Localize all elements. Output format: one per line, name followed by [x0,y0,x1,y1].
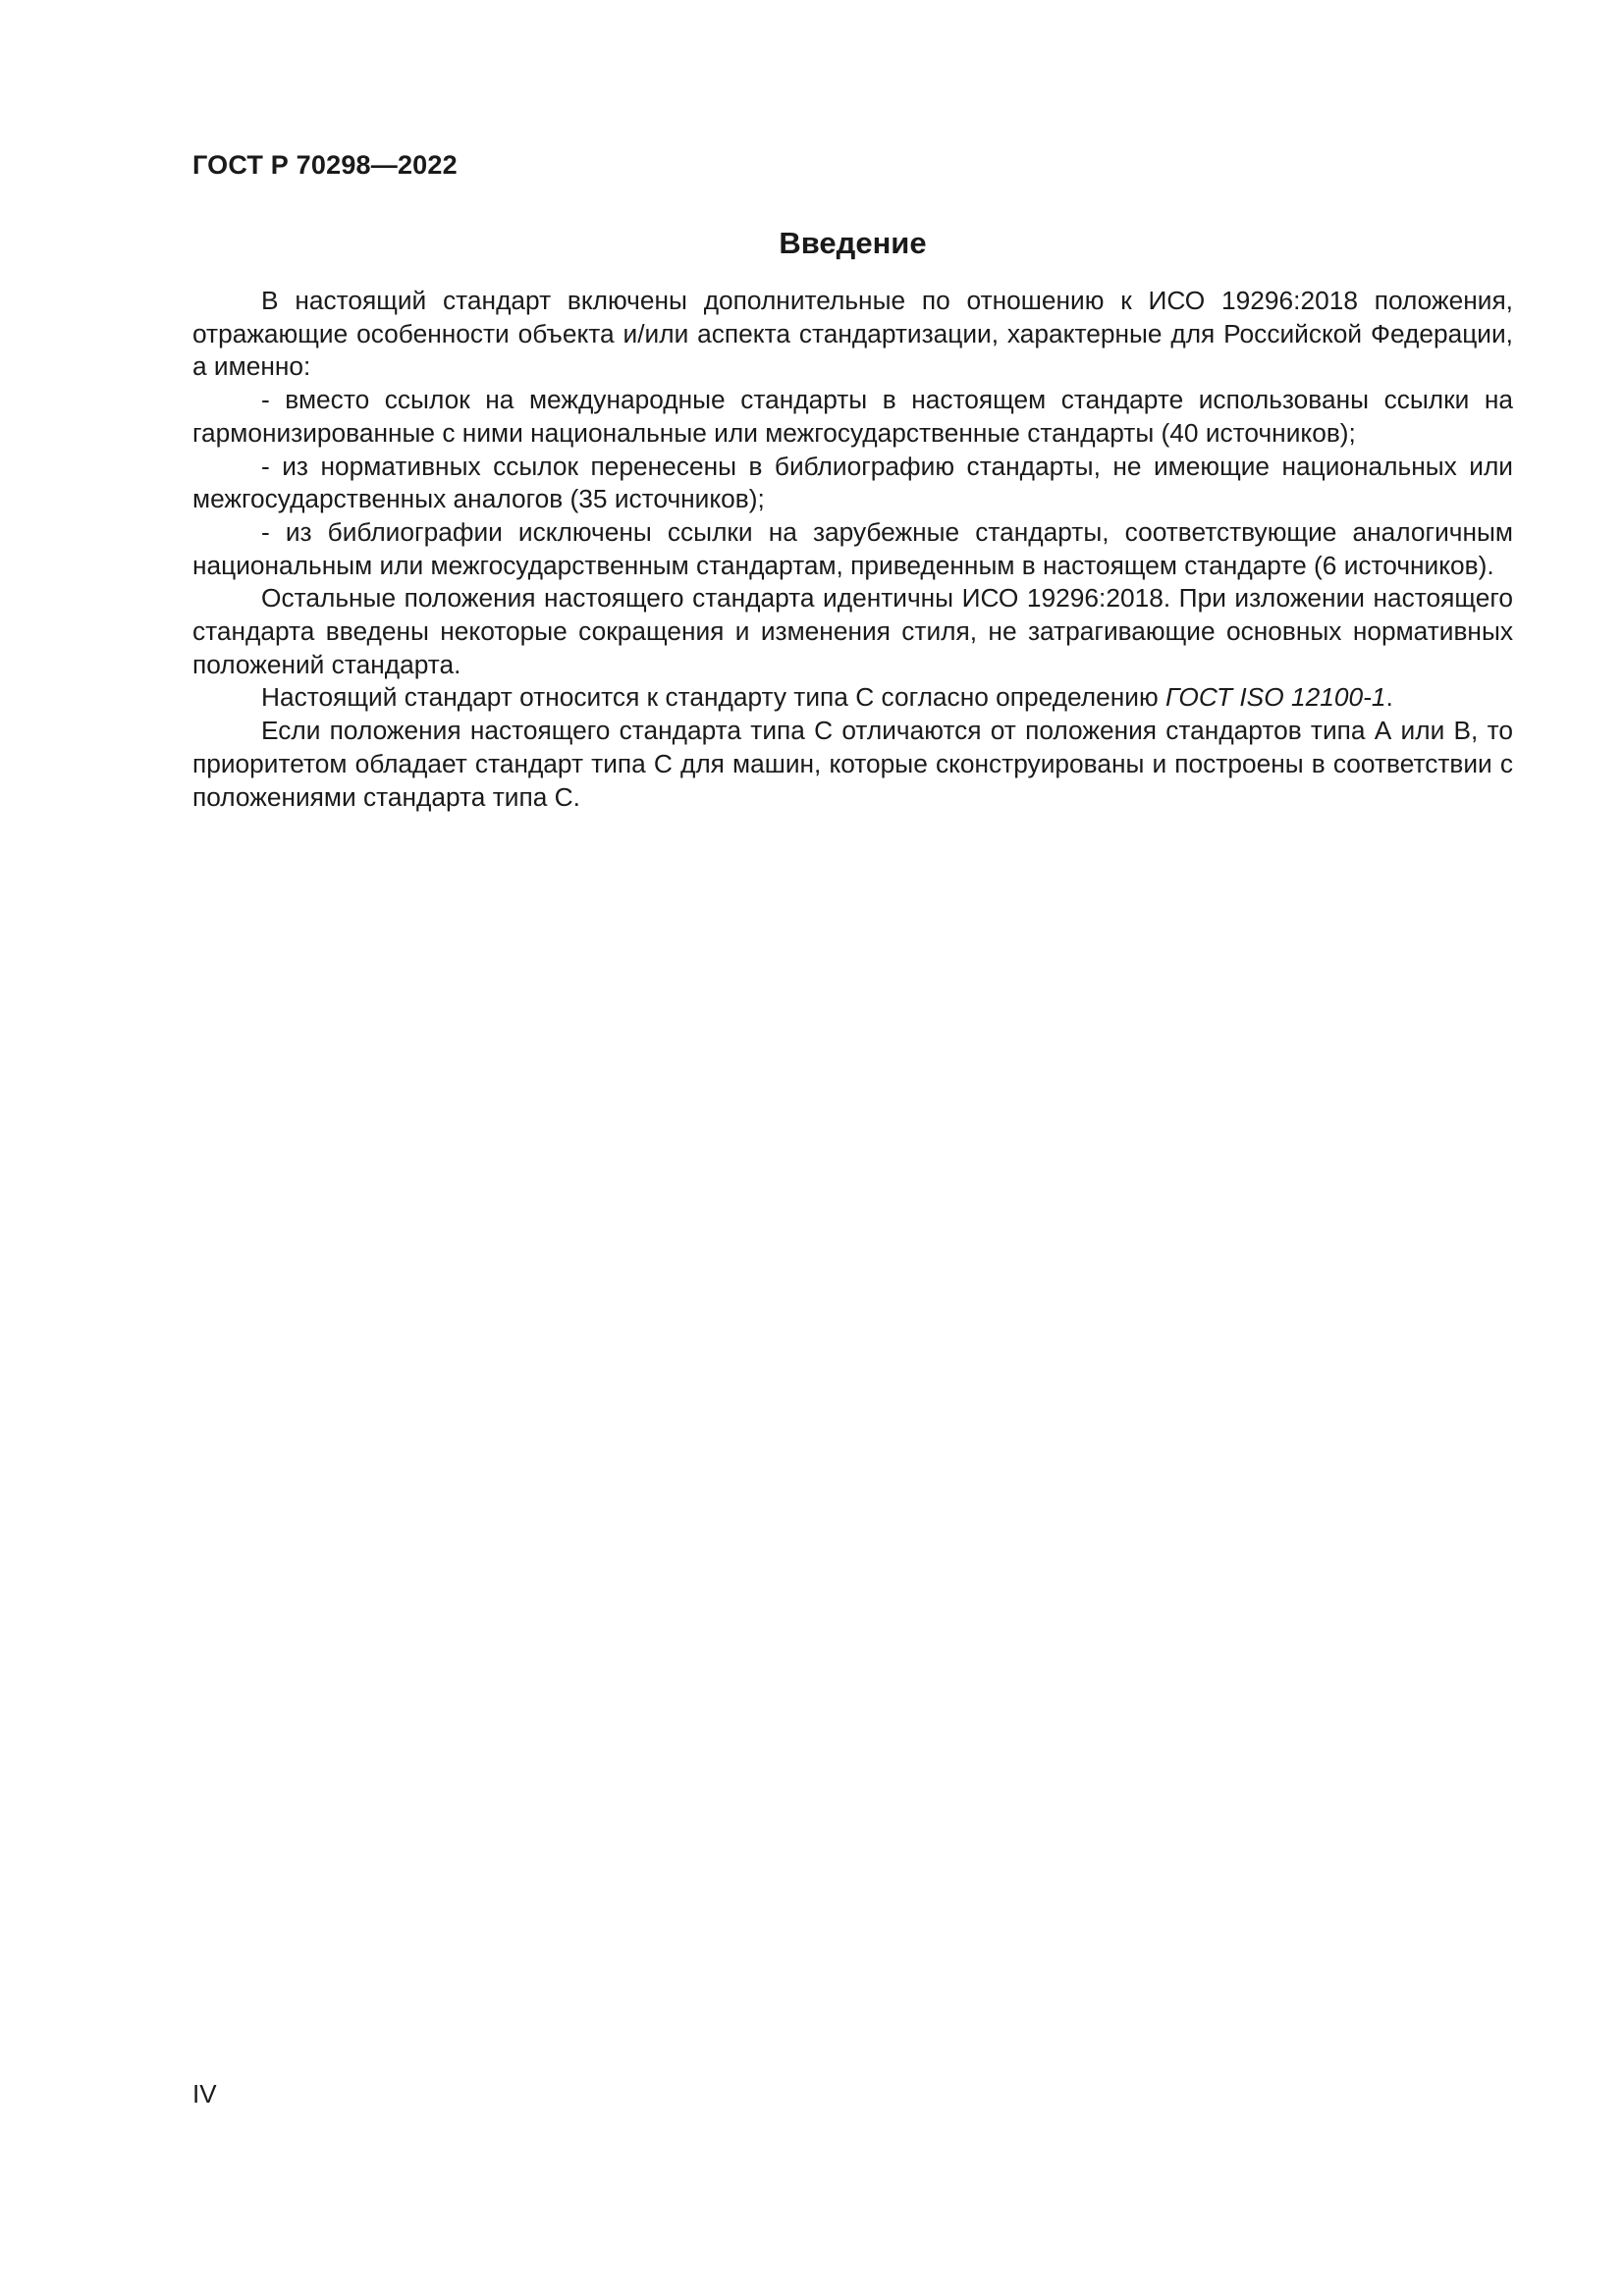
list-item: - вместо ссылок на международные стандарты в настоящем стандарте использованы ссылки на гармонизированные с ними национальные или межгосударственные стандарты (40 источников); [192,385,1513,448]
list-item: - из библиографии исключены ссылки на зарубежные стандарты, соответствующие аналогичным национальным или межгосударственным стандартам, приведенным в настоящем стандарте (6 источников). [192,516,1513,580]
page-number: IV [192,2079,217,2109]
document-code-header: ГОСТ Р 70298—2022 [192,150,458,180]
paragraph-type-c-text: Настоящий стандарт относится к стандарту типа С согласно определению [261,682,1165,713]
paragraph-intro: В настоящий стандарт включены дополнительные по отношению к ИСО 19296:2018 положения, отражающие особенности объекта и/или аспекта стандартизации, характерные для Российской Федерации, а именно: [192,286,1513,382]
paragraph-type-c [192,681,1513,715]
paragraph-priority: Если положения настоящего стандарта типа С отличаются от положения стандартов типа А или В, то приоритетом обладает стандарт типа С для машин, которые сконструированы и построены в соответствии с положениями стандарта типа С. [192,716,1513,812]
list-item: - из нормативных ссылок перенесены в библиографию стандарты, не имеющие национальных или межгосударственных аналогов (35 источников); [192,451,1513,514]
section-title: Введение [779,226,927,260]
paragraph-type-c-end: . [1385,682,1393,713]
section-body [192,285,1513,814]
standard-reference: ГОСТ ISO 12100-1 [1165,682,1386,713]
paragraph-identity: Остальные положения настоящего стандарта идентичны ИСО 19296:2018. При изложении настоящего стандарта введены некоторые сокращения и изменения стиля, не затрагивающие основных нормативных положений стандарта. [192,583,1513,679]
